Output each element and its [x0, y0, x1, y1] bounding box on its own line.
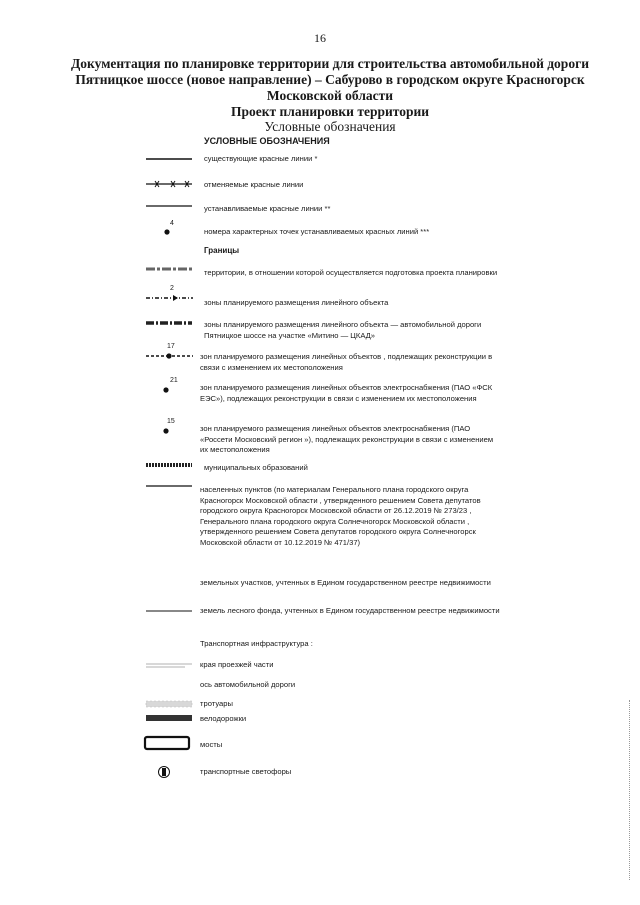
settlements-boundary-symbol	[145, 482, 193, 490]
page-number: 16	[314, 31, 326, 45]
road-axis-label: ось автомобильной дороги	[200, 680, 296, 689]
transport-heading: Транспортная инфраструктура :	[200, 639, 313, 648]
fsk-zone-number: 21	[170, 377, 178, 384]
territory-boundary-label: территории, в отношении которой осуществляется подготовка проекта планировки	[204, 268, 498, 277]
linear-zone-label: зоны планируемого размещения линейного объекта	[204, 298, 389, 307]
traffic-light-icon	[157, 765, 171, 779]
traffic-lights-label: транспортные светофоры	[200, 767, 292, 776]
established-red-line-symbol	[145, 202, 193, 210]
boundaries-heading: Границы	[204, 246, 240, 255]
sidewalk-symbol	[145, 699, 193, 709]
reconstruction-zone-number: 17	[167, 343, 175, 350]
cancelled-red-lines-label: отменяемые красные линии	[204, 180, 304, 189]
established-red-lines-label: устанавливаемые красные линии **	[204, 204, 331, 213]
carriageway-edge-label: края проезжей части	[200, 660, 274, 669]
municipal-boundary-symbol	[145, 461, 193, 469]
characteristic-points-label: номера характерных точек устанавливаемых красных линий ***	[204, 227, 430, 236]
settlements-boundary-label: населенных пунктов (по материалам Генерального плана городского округа Красногорск Московской области , утвержденного решением Совета депутатов городского округа Красногорск Московской области от 26.12.2019 № 273/23 , Генерального плана городского округа Солнечногорск Московской области , утвержденного решением Совета депутатов городского округа Солнечногорск Московской области от 10.12.2019 № 471/37)	[200, 485, 481, 547]
territory-boundary-symbol	[145, 265, 193, 273]
sidewalk-label: тротуары	[200, 699, 233, 708]
fsk-zone-label: зон планируемого размещения линейных объектов электроснабжения (ПАО «ФСК ЕЭС»), подлежащих реконструкции в связи с изменением их местоположения	[200, 383, 493, 403]
reconstruction-zone-label: зон планируемого размещения линейных объектов , подлежащих реконструкции в связи с изменением их местоположения	[200, 352, 493, 372]
municipal-boundary-label: муниципальных образований	[204, 463, 308, 472]
forest-land-label: земель лесного фонда, учтенных в Едином государственном реестре недвижимости	[200, 606, 500, 615]
scan-edge-line	[629, 700, 630, 880]
bridge-label: мосты	[200, 740, 223, 749]
legend-heading: УСЛОВНЫЕ ОБОЗНАЧЕНИЯ	[204, 136, 330, 146]
document-title-line-3: Московской области	[266, 88, 394, 103]
bike-lane-symbol	[145, 714, 193, 722]
road-zone-label: зоны планируемого размещения линейного объекта — автомобильной дороги Пятницкое шоссе на участке «Митино — ЦКАД»	[204, 320, 482, 340]
document-title-line-1: Документация по планировке территории для строительства автомобильной дороги	[71, 56, 589, 71]
land-plots-label: земельных участков, учтенных в Едином государственном реестре недвижимости	[200, 578, 491, 587]
carriageway-edge-symbol	[145, 661, 193, 669]
existing-red-lines-label: существующие красные линии *	[204, 154, 318, 163]
document-title-line-2: Пятницкое шоссе (новое направление) – Сабурово в городском округе Красногорск	[75, 72, 585, 87]
linear-zone-number: 2	[170, 285, 174, 292]
rosseti-zone-label: зон планируемого размещения линейных объектов электроснабжения (ПАО «Россети Московский регион »), подлежащих реконструкции в связи с изменением их местоположения	[200, 424, 494, 454]
rosseti-zone-number: 15	[167, 418, 175, 425]
bike-lane-label: велодорожки	[200, 714, 247, 723]
bridge-symbol	[143, 735, 191, 751]
cancelled-red-line-symbol	[145, 179, 193, 189]
forest-land-symbol	[145, 607, 193, 615]
legend-subtitle: Условные обозначения	[264, 119, 396, 134]
characteristic-point-number: 4	[170, 220, 174, 227]
document-title-line-4: Проект планировки территории	[230, 104, 430, 119]
existing-red-line-symbol	[145, 155, 193, 163]
road-zone-symbol	[145, 318, 193, 328]
